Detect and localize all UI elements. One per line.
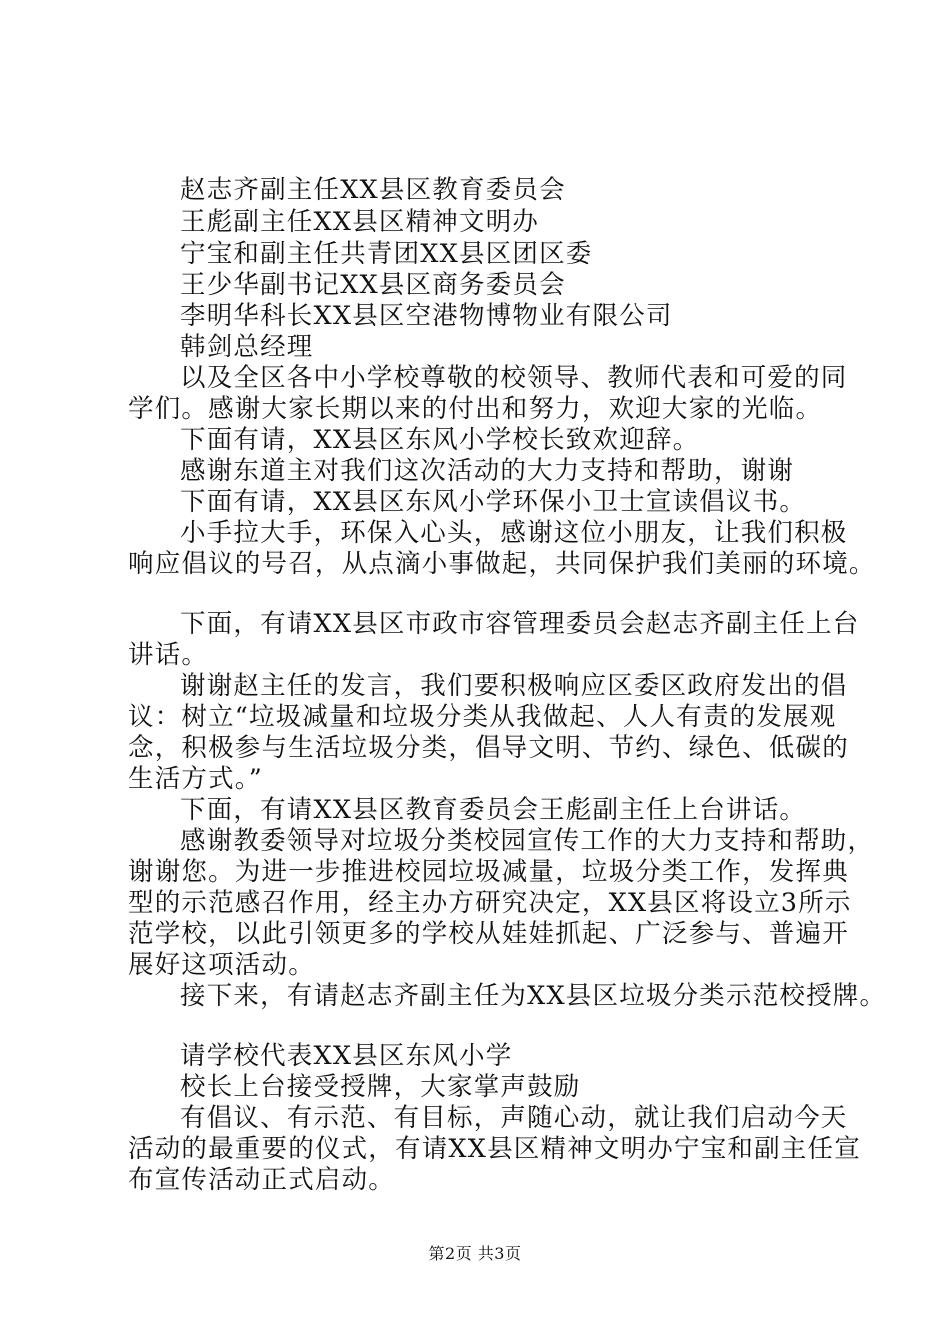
text-line: 谢谢赵主任的发言，我们要积极响应区委区政府发出的倡 <box>180 671 848 701</box>
text-line: 感谢东道主对我们这次活动的大力支持和帮助，谢谢 <box>180 456 795 486</box>
text-line: 响应倡议的号召，从点滴小事做起，共同保护我们美丽的环境。 <box>128 549 876 579</box>
text-line: 学们。感谢大家长期以来的付出和努力，欢迎大家的光临。 <box>128 394 823 424</box>
text-line: 生活方式。” <box>128 764 263 794</box>
text-line: 型的示范感召作用，经主办方研究决定，XX县区将设立3所示 <box>128 888 852 918</box>
text-line: 接下来，有请赵志齐副主任为XX县区垃圾分类示范校授牌。 <box>180 981 887 1011</box>
text-line: 范学校，以此引领更多的学校从娃娃抓起、广泛参与、普遍开 <box>128 919 849 949</box>
text-line: 展好这项活动。 <box>128 950 315 980</box>
text-line: 王彪副主任XX县区精神文明办 <box>180 207 540 237</box>
text-line: 布宣传活动正式启动。 <box>128 1165 396 1195</box>
text-line: 下面有请，XX县区东风小学环保小卫士宣读倡议书。 <box>180 487 807 517</box>
text-line: 有倡议、有示范、有目标，声随心动，就让我们启动今天 <box>180 1103 848 1133</box>
text-line: 感谢教委领导对垃圾分类校园宣传工作的大力支持和帮助， <box>180 826 875 856</box>
text-line: 校长上台接受授牌，大家掌声鼓励 <box>180 1072 581 1102</box>
text-line: 下面有请，XX县区东风小学校长致欢迎辞。 <box>180 425 700 455</box>
text-line: 赵志齐副主任XX县区教育委员会 <box>180 175 566 205</box>
text-line: 小手拉大手，环保入心头，感谢这位小朋友，让我们积极 <box>180 518 848 548</box>
text-line: 讲话。 <box>128 640 209 670</box>
text-line: 议：树立“垃圾减量和垃圾分类从我做起、人人有责的发展观 <box>128 702 837 732</box>
page-number-footer: 第2页 共3页 <box>428 1244 522 1263</box>
text-line: 宁宝和副主任共青团XX县区团区委 <box>180 239 593 269</box>
text-line: 活动的最重要的仪式，有请XX县区精神文明办宁宝和副主任宣 <box>128 1134 861 1164</box>
text-line: 请学校代表XX县区东风小学 <box>180 1041 513 1071</box>
text-line: 以及全区各中小学校尊敬的校领导、教师代表和可爱的同 <box>180 363 848 393</box>
text-line: 王少华副书记XX县区商务委员会 <box>180 270 566 300</box>
text-line: 谢谢您。为进一步推进校园垃圾减量，垃圾分类工作，发挥典 <box>128 857 849 887</box>
text-line: 下面，有请XX县区市政市容管理委员会赵志齐副主任上台 <box>180 609 860 639</box>
text-line: 下面，有请XX县区教育委员会王彪副主任上台讲话。 <box>180 795 807 825</box>
text-line: 韩剑总经理 <box>180 332 314 362</box>
text-line: 李明华科长XX县区空港物博物业有限公司 <box>180 301 673 331</box>
text-line: 念，积极参与生活垃圾分类，倡导文明、节约、绿色、低碳的 <box>128 733 849 763</box>
